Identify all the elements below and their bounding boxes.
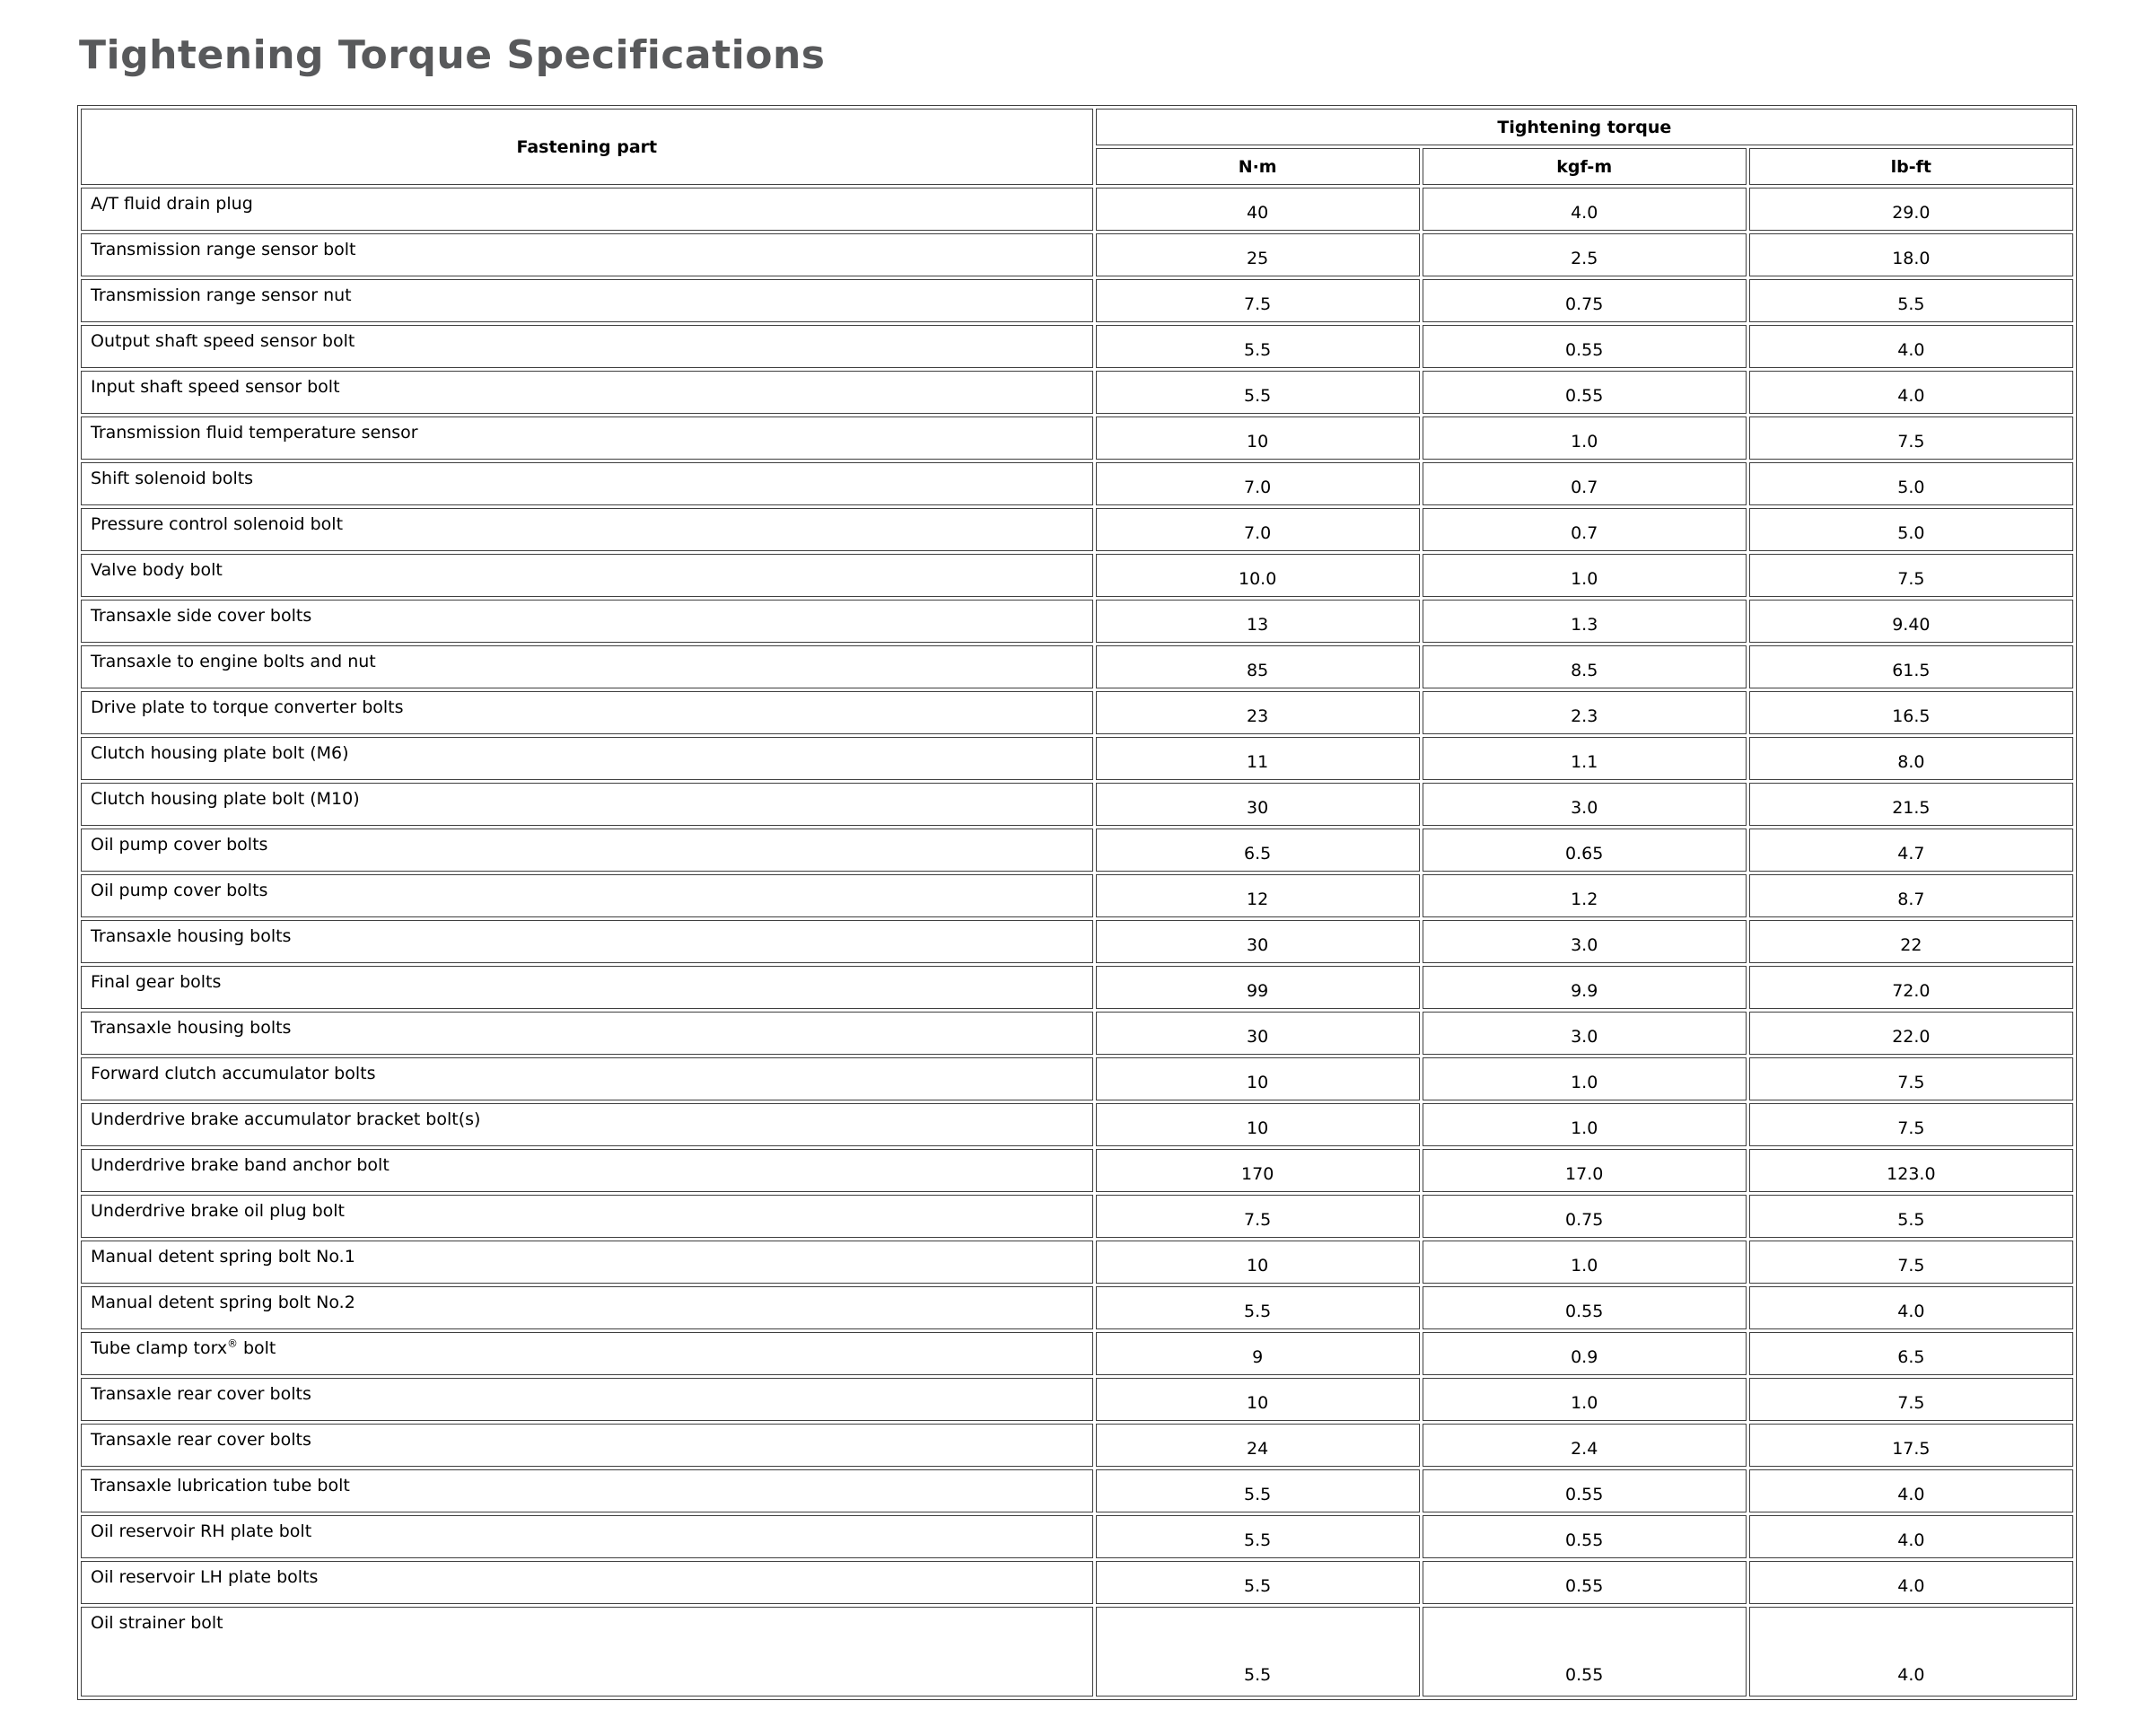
torque-kgfm-cell: 2.3 (1423, 691, 1747, 734)
torque-kgfm-cell: 2.4 (1423, 1424, 1747, 1467)
fastening-part-cell: Transaxle rear cover bolts (81, 1378, 1093, 1421)
fastening-part-cell: Transaxle housing bolts (81, 1012, 1093, 1055)
torque-nm-cell: 30 (1096, 783, 1420, 826)
torque-lbft-cell: 5.0 (1749, 508, 2073, 551)
fastening-part-cell: A/T fluid drain plug (81, 188, 1093, 231)
fastening-part-cell: Oil pump cover bolts (81, 829, 1093, 872)
fastening-part-cell: Forward clutch accumulator bolts (81, 1057, 1093, 1100)
fastening-part-cell: Output shaft speed sensor bolt (81, 325, 1093, 368)
table-row (81, 1012, 2073, 1055)
torque-nm-cell: 9 (1096, 1332, 1420, 1375)
torque-nm-cell: 10 (1096, 1378, 1420, 1421)
table-row (81, 416, 2073, 460)
torque-kgfm-cell: 1.0 (1423, 1103, 1747, 1146)
torque-lbft-cell: 7.5 (1749, 1103, 2073, 1146)
fastening-part-cell: Transaxle to engine bolts and nut (81, 645, 1093, 688)
torque-nm-cell: 10 (1096, 416, 1420, 460)
torque-nm-cell: 30 (1096, 1012, 1420, 1055)
table-row (81, 1424, 2073, 1467)
torque-lbft-cell: 123.0 (1749, 1149, 2073, 1192)
torque-lbft-cell: 7.5 (1749, 416, 2073, 460)
torque-lbft-cell: 7.5 (1749, 1378, 2073, 1421)
torque-nm-cell: 85 (1096, 645, 1420, 688)
table-row (81, 874, 2073, 917)
torque-kgfm-cell: 0.7 (1423, 508, 1747, 551)
torque-lbft-cell: 21.5 (1749, 783, 2073, 826)
table-row (81, 737, 2073, 780)
torque-lbft-cell: 7.5 (1749, 554, 2073, 597)
fastening-part-cell: Input shaft speed sensor bolt (81, 371, 1093, 414)
torque-nm-cell: 10 (1096, 1241, 1420, 1284)
table-row (81, 1057, 2073, 1100)
torque-nm-cell: 30 (1096, 920, 1420, 963)
torque-kgfm-cell: 9.9 (1423, 966, 1747, 1009)
torque-nm-cell: 5.5 (1096, 1469, 1420, 1512)
torque-kgfm-cell: 8.5 (1423, 645, 1747, 688)
torque-nm-cell: 6.5 (1096, 829, 1420, 872)
torque-lbft-cell: 4.0 (1749, 1607, 2073, 1697)
torque-nm-cell: 24 (1096, 1424, 1420, 1467)
torque-kgfm-cell: 1.0 (1423, 1241, 1747, 1284)
torque-kgfm-cell: 2.5 (1423, 233, 1747, 276)
torque-kgfm-cell: 1.2 (1423, 874, 1747, 917)
torque-lbft-cell: 61.5 (1749, 645, 2073, 688)
torque-kgfm-cell: 0.55 (1423, 1607, 1747, 1697)
torque-nm-cell: 12 (1096, 874, 1420, 917)
fastening-part-cell: Oil reservoir RH plate bolt (81, 1515, 1093, 1558)
torque-nm-cell: 10 (1096, 1057, 1420, 1100)
column-header-fastening-part: Fastening part (81, 109, 1093, 185)
fastening-part-cell: Clutch housing plate bolt (M6) (81, 737, 1093, 780)
torque-kgfm-cell: 0.75 (1423, 1195, 1747, 1238)
torque-nm-cell: 7.0 (1096, 508, 1420, 551)
fastening-part-cell: Pressure control solenoid bolt (81, 508, 1093, 551)
torque-nm-cell: 5.5 (1096, 325, 1420, 368)
torque-kgfm-cell: 0.55 (1423, 325, 1747, 368)
table-row (81, 371, 2073, 414)
registered-trademark-symbol: ® (227, 1337, 238, 1350)
table-row (81, 1378, 2073, 1421)
fastening-part-cell: Transmission range sensor bolt (81, 233, 1093, 276)
table-row (81, 1241, 2073, 1284)
table-row (81, 1332, 2073, 1375)
column-header-kgfm: kgf-m (1423, 148, 1747, 185)
table-row (81, 508, 2073, 551)
torque-kgfm-cell: 1.0 (1423, 1378, 1747, 1421)
table-body (81, 188, 2073, 1697)
torque-lbft-cell: 17.5 (1749, 1424, 2073, 1467)
fastening-part-cell: Manual detent spring bolt No.2 (81, 1286, 1093, 1329)
torque-kgfm-cell: 0.55 (1423, 1515, 1747, 1558)
table-row (81, 279, 2073, 322)
fastening-part-cell: Transmission fluid temperature sensor (81, 416, 1093, 460)
torque-lbft-cell: 4.0 (1749, 1469, 2073, 1512)
torque-kgfm-cell: 1.1 (1423, 737, 1747, 780)
fastening-part-cell: Tube clamp torx® bolt (81, 1332, 1093, 1375)
torque-lbft-cell: 18.0 (1749, 233, 2073, 276)
torque-nm-cell: 40 (1096, 188, 1420, 231)
torque-lbft-cell: 22 (1749, 920, 2073, 963)
table-row (81, 920, 2073, 963)
table-row (81, 645, 2073, 688)
torque-nm-cell: 13 (1096, 600, 1420, 643)
torque-kgfm-cell: 1.0 (1423, 554, 1747, 597)
fastening-part-cell: Transmission range sensor nut (81, 279, 1093, 322)
torque-nm-cell: 7.5 (1096, 1195, 1420, 1238)
torque-kgfm-cell: 3.0 (1423, 1012, 1747, 1055)
fastening-part-cell: Transaxle housing bolts (81, 920, 1093, 963)
fastening-part-cell: Manual detent spring bolt No.1 (81, 1241, 1093, 1284)
fastening-part-cell: Transaxle side cover bolts (81, 600, 1093, 643)
fastening-part-cell: Valve body bolt (81, 554, 1093, 597)
torque-nm-cell: 10 (1096, 1103, 1420, 1146)
torque-nm-cell: 11 (1096, 737, 1420, 780)
column-group-header-tightening-torque: Tightening torque (1096, 109, 2073, 145)
torque-nm-cell: 25 (1096, 233, 1420, 276)
torque-lbft-cell: 4.0 (1749, 1561, 2073, 1604)
fastening-part-cell: Underdrive brake accumulator bracket bolt(s) (81, 1103, 1093, 1146)
table-row (81, 1103, 2073, 1146)
torque-kgfm-cell: 0.55 (1423, 1469, 1747, 1512)
torque-nm-cell: 7.0 (1096, 462, 1420, 505)
torque-lbft-cell: 6.5 (1749, 1332, 2073, 1375)
torque-nm-cell: 10.0 (1096, 554, 1420, 597)
torque-kgfm-cell: 0.55 (1423, 371, 1747, 414)
torque-nm-cell: 99 (1096, 966, 1420, 1009)
torque-kgfm-cell: 1.3 (1423, 600, 1747, 643)
torque-kgfm-cell: 1.0 (1423, 416, 1747, 460)
torque-lbft-cell: 16.5 (1749, 691, 2073, 734)
torque-specifications-table (77, 105, 2077, 1700)
table-row (81, 1195, 2073, 1238)
torque-kgfm-cell: 4.0 (1423, 188, 1747, 231)
torque-lbft-cell: 5.5 (1749, 279, 2073, 322)
table-row (81, 1286, 2073, 1329)
fastening-part-cell: Final gear bolts (81, 966, 1093, 1009)
torque-lbft-cell: 4.0 (1749, 371, 2073, 414)
torque-nm-cell: 23 (1096, 691, 1420, 734)
torque-kgfm-cell: 3.0 (1423, 783, 1747, 826)
table-row (81, 783, 2073, 826)
torque-kgfm-cell: 1.0 (1423, 1057, 1747, 1100)
fastening-part-cell: Transaxle lubrication tube bolt (81, 1469, 1093, 1512)
torque-kgfm-cell: 0.55 (1423, 1561, 1747, 1604)
torque-lbft-cell: 4.0 (1749, 1515, 2073, 1558)
torque-lbft-cell: 4.7 (1749, 829, 2073, 872)
table-row (81, 1607, 2073, 1697)
table-row (81, 829, 2073, 872)
torque-lbft-cell: 5.5 (1749, 1195, 2073, 1238)
table-row (81, 233, 2073, 276)
table-header-row-1 (81, 109, 2073, 145)
fastening-part-cell: Oil strainer bolt (81, 1607, 1093, 1697)
fastening-part-cell: Transaxle rear cover bolts (81, 1424, 1093, 1467)
table-row (81, 1515, 2073, 1558)
torque-lbft-cell: 4.0 (1749, 1286, 2073, 1329)
torque-nm-cell: 5.5 (1096, 1515, 1420, 1558)
torque-nm-cell: 7.5 (1096, 279, 1420, 322)
torque-kgfm-cell: 0.9 (1423, 1332, 1747, 1375)
table-row (81, 462, 2073, 505)
fastening-part-cell: Drive plate to torque converter bolts (81, 691, 1093, 734)
torque-nm-cell: 5.5 (1096, 1286, 1420, 1329)
fastening-part-cell: Oil pump cover bolts (81, 874, 1093, 917)
table-header (81, 109, 2073, 185)
fastening-part-cell: Underdrive brake band anchor bolt (81, 1149, 1093, 1192)
torque-kgfm-cell: 0.75 (1423, 279, 1747, 322)
column-header-lbft: lb-ft (1749, 148, 2073, 185)
torque-lbft-cell: 7.5 (1749, 1241, 2073, 1284)
torque-lbft-cell: 72.0 (1749, 966, 2073, 1009)
torque-nm-cell: 170 (1096, 1149, 1420, 1192)
torque-kgfm-cell: 0.7 (1423, 462, 1747, 505)
table-row (81, 325, 2073, 368)
fastening-part-cell: Underdrive brake oil plug bolt (81, 1195, 1093, 1238)
torque-lbft-cell: 8.7 (1749, 874, 2073, 917)
fastening-part-cell: Clutch housing plate bolt (M10) (81, 783, 1093, 826)
torque-kgfm-cell: 17.0 (1423, 1149, 1747, 1192)
torque-nm-cell: 5.5 (1096, 1607, 1420, 1697)
torque-lbft-cell: 29.0 (1749, 188, 2073, 231)
table-row (81, 600, 2073, 643)
table-row (81, 1469, 2073, 1512)
table-row (81, 966, 2073, 1009)
torque-nm-cell: 5.5 (1096, 371, 1420, 414)
table-row (81, 188, 2073, 231)
torque-kgfm-cell: 3.0 (1423, 920, 1747, 963)
page-title: Tightening Torque Specifications (79, 32, 826, 78)
torque-lbft-cell: 9.40 (1749, 600, 2073, 643)
table-row (81, 691, 2073, 734)
fastening-part-cell: Oil reservoir LH plate bolts (81, 1561, 1093, 1604)
torque-kgfm-cell: 0.65 (1423, 829, 1747, 872)
fastening-part-cell: Shift solenoid bolts (81, 462, 1093, 505)
torque-lbft-cell: 8.0 (1749, 737, 2073, 780)
torque-lbft-cell: 7.5 (1749, 1057, 2073, 1100)
torque-kgfm-cell: 0.55 (1423, 1286, 1747, 1329)
table-row (81, 1561, 2073, 1604)
table-row (81, 1149, 2073, 1192)
column-header-nm: N·m (1096, 148, 1420, 185)
torque-lbft-cell: 22.0 (1749, 1012, 2073, 1055)
torque-nm-cell: 5.5 (1096, 1561, 1420, 1604)
table-row (81, 554, 2073, 597)
torque-lbft-cell: 4.0 (1749, 325, 2073, 368)
torque-lbft-cell: 5.0 (1749, 462, 2073, 505)
